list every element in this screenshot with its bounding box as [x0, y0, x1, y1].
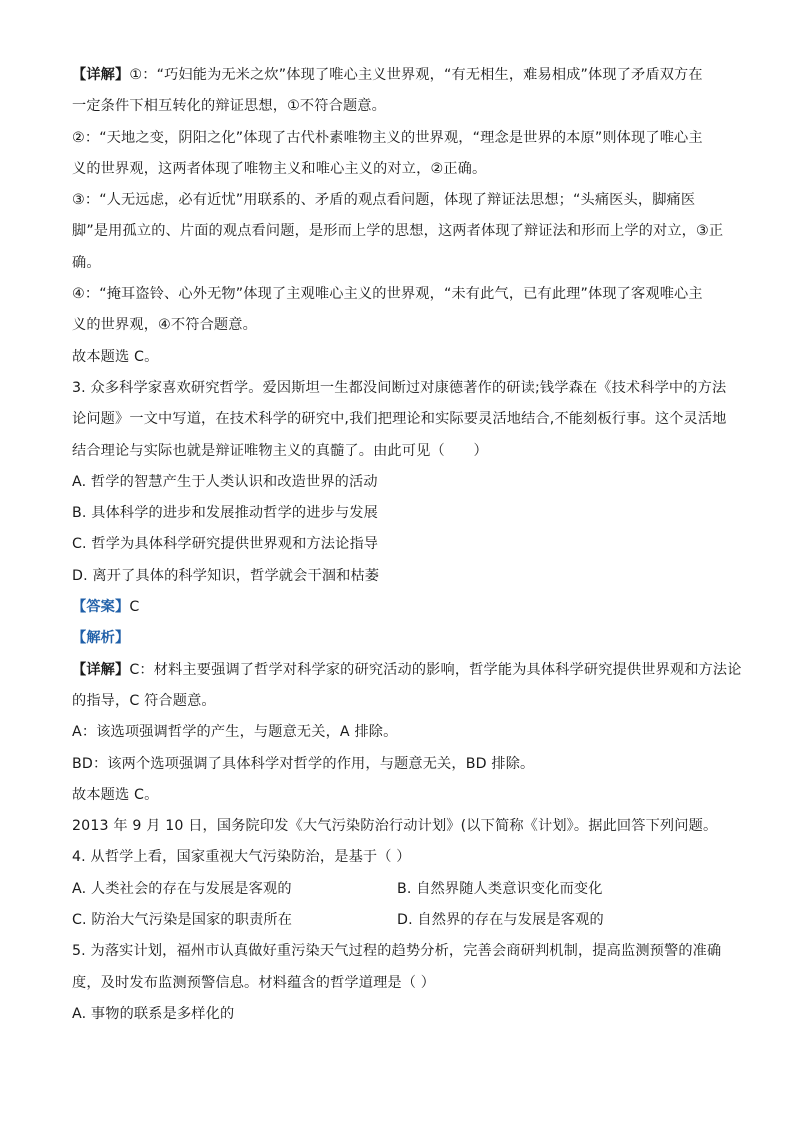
- q3-option-b: B. 具体科学的进步和发展推动哲学的进步与发展: [72, 505, 378, 522]
- analysis-tag: 【解析】: [72, 630, 130, 647]
- q4-option-c: C. 防治大气污染是国家的职责所在: [72, 912, 293, 929]
- q2-detail-line: 一定条件下相互转化的辩证思想，①不符合题意。: [72, 98, 386, 115]
- q3-stem-line: 论问题》一文中写道，在技术科学的研究中,我们把理论和实际要灵活地结合,不能刻板行事。这个灵活地: [72, 411, 727, 428]
- q3-exclude-a: A：该选项强调哲学的产生，与题意无关，A 排除。: [72, 724, 398, 741]
- detail-tag: 【详解】: [72, 67, 130, 83]
- q2-conclusion: 故本题选 C。: [72, 348, 159, 365]
- q5-option-a: A. 事物的联系是多样化的: [72, 1005, 235, 1022]
- q4-options-row: [72, 905, 732, 936]
- q3-exclude-bd: BD：该两个选项强调了具体科学对哲学的作用，与题意无关，BD 排除。: [72, 755, 535, 772]
- q2-detail-line: 义的世界观，这两者体现了唯物主义和唯心主义的对立，②正确。: [72, 160, 487, 177]
- q3-stem-line: 3. 众多科学家喜欢研究哲学。爱因斯坦一生都没间断过对康德著作的研读;钱学森在《技术科学中的方法: [72, 379, 727, 396]
- q2-detail-line: 确。: [72, 254, 101, 271]
- q2-detail-line: ②：“天地之变，阴阳之化”体现了古代朴素唯物主义的世界观，“理念是世界的本原”则体现了唯心主: [72, 129, 703, 146]
- q3-detail-line: 的指导，C 符合题意。: [72, 692, 216, 709]
- q3-answer: [72, 592, 732, 623]
- q3-option-a: A. 哲学的智慧产生于人类认识和改造世界的活动: [72, 473, 378, 490]
- q4-stem: 4. 从哲学上看，国家重视大气污染防治，是基于（ ）: [72, 849, 411, 866]
- q4-option-b: B. 自然界随人类意识变化而变化: [397, 880, 603, 897]
- detail-tag: 【详解】: [72, 661, 130, 678]
- q4-options-row: [72, 874, 732, 905]
- q2-detail-line: 脚”是用孤立的、片面的观点看问题，是形而上学的思想，这两者体现了辩证法和形而上学的对立，③正: [72, 223, 724, 240]
- answer-tag: 【答案】: [72, 599, 130, 616]
- q2-detail-line: ③：“人无远虑，必有近忧”用联系的、矛盾的观点看问题，体现了辩证法思想；“头痛医头，脚痛医: [72, 192, 696, 209]
- q5-stem-line: 度，及时发布监测预警信息。材料蕴含的哲学道理是（ ）: [72, 974, 436, 991]
- q3-option-d: D. 离开了具体的科学知识，哲学就会干涸和枯萎: [72, 567, 380, 584]
- q5-stem-line: 5. 为落实计划，福州市认真做好重污染天气过程的趋势分析，完善会商研判机制，提高监测预警的准确: [72, 943, 722, 960]
- q3-detail-line: 【详解】C：材料主要强调了哲学对科学家的研究活动的影响，哲学能为具体科学研究提供世界观和方法论: [72, 661, 742, 678]
- q3-conclusion: 故本题选 C。: [72, 786, 159, 803]
- q4-option-a: A. 人类社会的存在与发展是客观的: [72, 880, 292, 897]
- q2-detail-line: ④：“掩耳盗铃、心外无物”体现了主观唯心主义的世界观，“未有此气，已有此理”体现了客观唯心主: [72, 286, 703, 303]
- q2-detail-line: 【详解】①：“巧妇能为无米之炊”体现了唯心主义世界观，“有无相生，难易相成”体现了矛盾双方在: [72, 67, 703, 83]
- q3-option-c: C. 哲学为具体科学研究提供世界观和方法论指导: [72, 536, 379, 553]
- material-intro: 2013 年 9 月 10 日，国务院印发《大气污染防治行动计划》(以下简称《计划》。据此回答下列问题。: [72, 818, 718, 835]
- answer-value: C: [129, 599, 140, 616]
- q4-option-d: D. 自然界的存在与发展是客观的: [397, 912, 604, 929]
- q2-detail-line: 义的世界观，④不符合题意。: [72, 317, 257, 334]
- q3-stem-line: 结合理论与实际也就是辩证唯物主义的真髓了。由此可见（ ）: [72, 442, 488, 459]
- document-page: [72, 60, 742, 1030]
